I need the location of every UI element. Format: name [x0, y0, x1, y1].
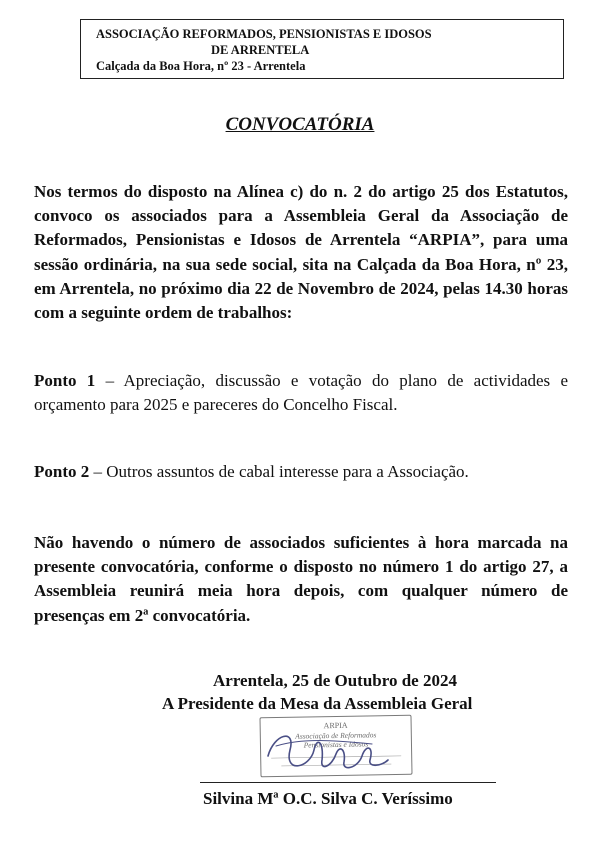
point-2-text: Outros assuntos de cabal interesse para a Associação.	[106, 462, 469, 481]
header-line-1: ASSOCIAÇÃO REFORMADOS, PENSIONISTAS E IDOSOS	[96, 27, 432, 41]
stamp-text-2: Associação de Reformados	[295, 730, 377, 741]
document-title: CONVOCATÓRIA	[225, 114, 375, 135]
signatory-name: Silvina Mª O.C. Silva C. Veríssimo	[203, 789, 453, 808]
point-1-label: Ponto 1	[34, 371, 96, 390]
date-line: Arrentela, 25 de Outubro de 2024	[213, 671, 457, 690]
agenda-point-1: Ponto 1 – Apreciação, discussão e votação do plano de actividades e orçamento para 2025 e pareceres do Concelho Fiscal.	[34, 371, 569, 415]
closing-paragraph: Não havendo o número de associados suficientes à hora marcada na presente convocatória, conforme o disposto no número 1 do artigo 27, a Assembleia reunirá meia hora depois, com qualquer número de presenças em 2ª convocatória.	[34, 533, 568, 625]
header-address: Calçada da Boa Hora, nº 23 - Arrentela	[96, 59, 306, 73]
header-line-2: DE ARRENTELA	[211, 43, 310, 57]
signature-line	[200, 782, 496, 783]
agenda-point-2: Ponto 2 – Outros assuntos de cabal interesse para a Associação.	[34, 462, 469, 481]
association-header-box	[80, 19, 564, 79]
stamp-text-1: ARPIA	[323, 720, 348, 731]
intro-paragraph: Nos termos do disposto na Alínea c) do n. 2 do artigo 25 dos Estatutos, convoco os associados para a Assembleia Geral da Associação de Reformados, Pensionistas e Idosos de Arrentela “ARPIA”, para uma sessão ordinária, na sua sede social, sita na Calçada da Boa Hora, nº 23, em Arrentela, no próximo dia 22 de Novembro de 2024, pelas 14.30 horas com a seguinte ordem de trabalhos:	[34, 182, 568, 323]
point-1-text: Apreciação, discussão e votação do plano de actividades e orçamento para 2025 e pareceres do Concelho Fiscal.	[34, 371, 569, 415]
stamp-text-3: Pensionistas e Idosos	[303, 739, 369, 750]
point-2-label: Ponto 2	[34, 462, 90, 481]
handwritten-signature	[262, 716, 402, 786]
signatory-role: A Presidente da Mesa da Assembleia Geral	[162, 694, 473, 713]
